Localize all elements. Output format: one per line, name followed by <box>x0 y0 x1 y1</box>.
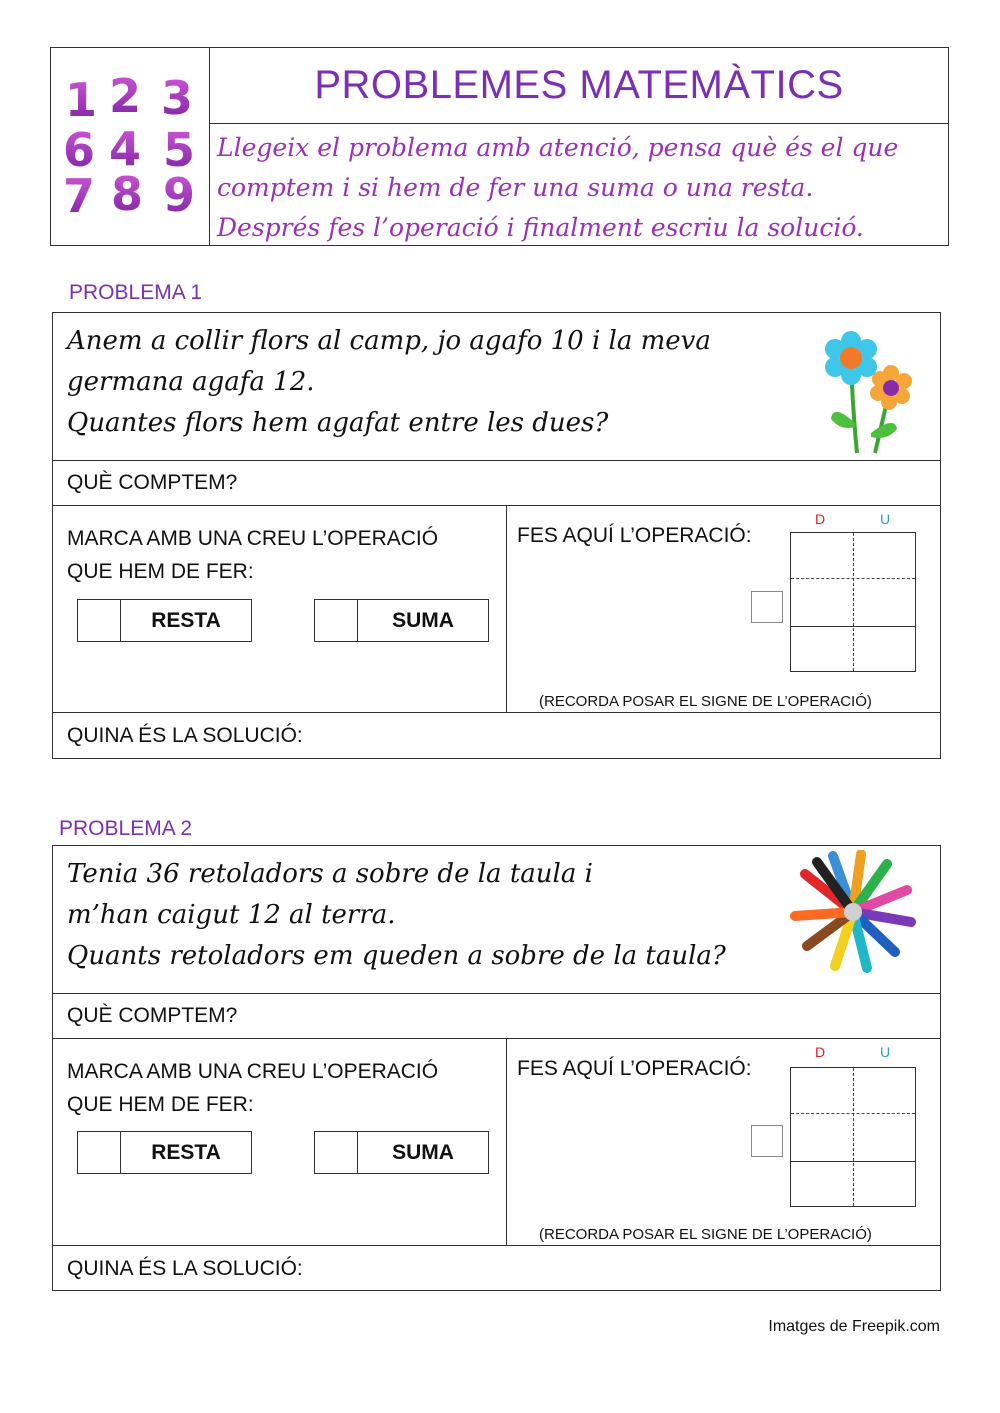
tens-header: D <box>815 1044 826 1060</box>
mark-label-line-1: MARCA AMB UNA CREU L’OPERACIÓ <box>67 527 439 550</box>
problem-2-choose-operation <box>53 1039 507 1245</box>
problem-1-solution[interactable]: QUINA ÉS LA SOLUCIÓ: <box>67 723 303 747</box>
story-line: Tenia 36 retoladors a sobre de la taula i <box>67 859 593 889</box>
instruction-line-2: comptem i si hem de fer una suma o una resta. <box>217 173 814 202</box>
problem-2-box <box>52 845 941 1291</box>
problem-1-work-area <box>507 506 940 712</box>
mark-operation-label <box>67 1055 497 1121</box>
story-line: m’han caigut 12 al terra. <box>67 900 396 930</box>
digits-decoration <box>51 48 210 245</box>
digit-6: 6 <box>63 123 96 177</box>
do-operation-label: FES AQUÍ L’OPERACIÓ: <box>517 1057 752 1080</box>
tens-header: D <box>815 511 826 527</box>
suma-option[interactable] <box>314 599 489 642</box>
page-title: PROBLEMES MATEMÀTICS <box>210 48 948 124</box>
problem-1-operation-area <box>53 506 940 713</box>
reminder-note: (RECORDA POSAR EL SIGNE DE L’OPERACIÓ) <box>539 693 872 710</box>
instructions <box>217 128 947 248</box>
resta-checkbox[interactable] <box>78 600 121 641</box>
problem-1-story-text <box>67 321 787 444</box>
resta-option[interactable] <box>77 599 252 642</box>
mark-label-line-2: QUE HEM DE FER: <box>67 1093 254 1116</box>
digit-9: 9 <box>163 168 196 222</box>
problem-2-label: PROBLEMA 2 <box>59 817 193 840</box>
problem-2-solution[interactable]: QUINA ÉS LA SOLUCIÓ: <box>67 1256 303 1280</box>
story-line: germana agafa 12. <box>67 367 315 397</box>
units-header: U <box>880 1044 891 1060</box>
do-operation-label: FES AQUÍ L’OPERACIÓ: <box>517 524 752 547</box>
operation-sign-box[interactable] <box>751 1125 783 1157</box>
instruction-line-3: Després fes l’operació i finalment escriu la solució. <box>217 213 864 242</box>
resta-label: RESTA <box>151 608 221 632</box>
mark-operation-label <box>67 522 497 588</box>
header-box <box>50 47 949 246</box>
story-line: Anem a collir flors al camp, jo agafo 10 i la meva <box>67 326 711 356</box>
digit-5: 5 <box>163 123 196 177</box>
suma-label: SUMA <box>392 608 454 632</box>
operation-grid[interactable] <box>790 1067 916 1207</box>
flowers-icon <box>813 323 923 455</box>
instruction-line-1: Llegeix el problema amb atenció, pensa què és el que <box>217 133 899 162</box>
mark-label-line-1: MARCA AMB UNA CREU L’OPERACIÓ <box>67 1060 439 1083</box>
problem-2-work-area <box>507 1039 940 1245</box>
digit-2: 2 <box>109 69 142 123</box>
image-credit: Imatges de Freepik.com <box>768 1318 940 1335</box>
problem-1-story <box>53 313 940 461</box>
markers-icon <box>788 850 918 975</box>
suma-label: SUMA <box>392 1140 454 1164</box>
resta-checkbox[interactable] <box>78 1132 121 1173</box>
resta-option[interactable] <box>77 1131 252 1174</box>
problem-2-operation-area <box>53 1039 940 1246</box>
digit-1: 1 <box>65 73 98 127</box>
operation-sign-box[interactable] <box>751 591 783 623</box>
problem-2-what-count: QUÈ COMPTEM? <box>53 994 940 1039</box>
resta-label: RESTA <box>151 1140 221 1164</box>
digit-7: 7 <box>63 169 96 223</box>
problem-1-label: PROBLEMA 1 <box>69 281 203 304</box>
digit-4: 4 <box>109 122 142 176</box>
story-line: Quants retoladors em queden a sobre de la taula? <box>67 941 726 971</box>
digits-graphic <box>51 48 209 245</box>
story-line: Quantes flors hem agafat entre les dues? <box>67 408 609 438</box>
suma-option[interactable] <box>314 1131 489 1174</box>
reminder-note: (RECORDA POSAR EL SIGNE DE L’OPERACIÓ) <box>539 1226 872 1243</box>
problem-2-story-text <box>67 854 787 977</box>
digit-3: 3 <box>161 71 194 125</box>
suma-checkbox[interactable] <box>315 1132 358 1173</box>
problem-1-choose-operation <box>53 506 507 712</box>
suma-checkbox[interactable] <box>315 600 358 641</box>
operation-grid[interactable] <box>790 532 916 672</box>
digit-8: 8 <box>111 167 144 221</box>
problem-2-story <box>53 846 940 994</box>
problem-1-what-count: QUÈ COMPTEM? <box>53 461 940 506</box>
mark-label-line-2: QUE HEM DE FER: <box>67 560 254 583</box>
units-header: U <box>880 511 891 527</box>
problem-1-box <box>52 312 941 759</box>
